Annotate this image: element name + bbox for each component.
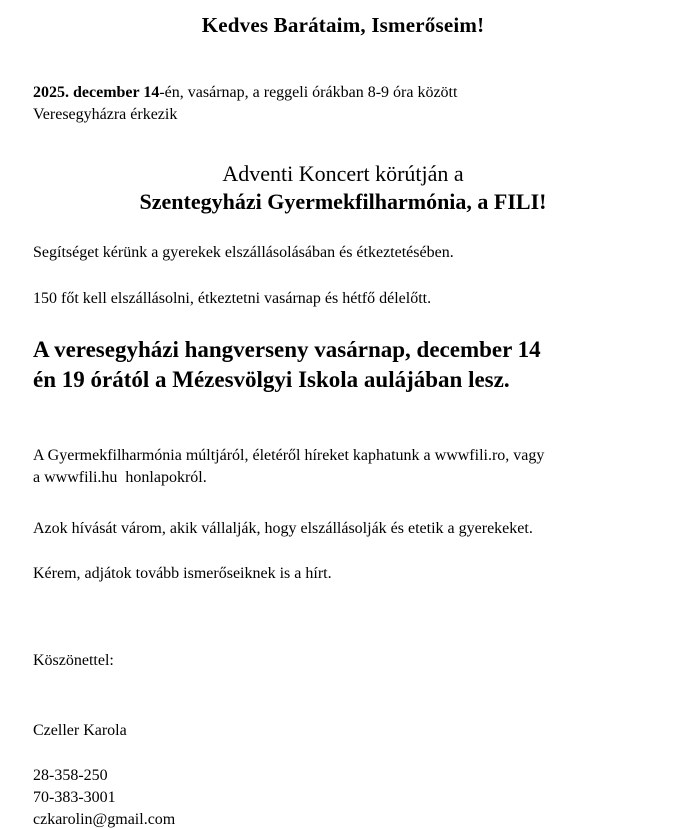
paragraph-call-request: Azok hívását várom, akik vállalják, hogy elszállásolják és etetik a gyerekeket. xyxy=(33,520,533,537)
phone-number-2: 70-383-3001 xyxy=(33,789,116,806)
event-heading-line2: Szentegyházi Gyermekfilharmónia, a FILI! xyxy=(139,189,547,214)
paragraph-websites xyxy=(33,445,653,489)
intro-line1-rest: -én, vasárnap, a reggeli órákban 8-9 óra között xyxy=(159,84,458,101)
document-title: Kedves Barátaim, Ismerőseim! xyxy=(201,13,485,37)
contact-block xyxy=(33,765,653,828)
intro-line2: Veresegyházra érkezik xyxy=(33,106,178,123)
phone-number-1: 28-358-250 xyxy=(33,767,108,784)
websites-line2: a wwwfili.hu honlapokról. xyxy=(33,469,207,486)
concert-heading-line2: én 19 órától a Mézesvölgyi Iskola aulájában lesz. xyxy=(33,367,510,392)
email-address: czkarolin@gmail.com xyxy=(33,811,176,828)
concert-heading-line1: A veresegyházi hangverseny vasárnap, december 14 xyxy=(33,337,541,362)
paragraph-lodging-count: 150 főt kell elszállásolni, étkeztetni vasárnap és hétfő délelőtt. xyxy=(33,290,432,307)
intro-paragraph xyxy=(33,82,653,126)
closing-salutation: Köszönettel: xyxy=(33,652,114,669)
signature-name: Czeller Karola xyxy=(33,722,127,739)
paragraph-help-request: Segítséget kérünk a gyerekek elszállásolásában és étkeztetésében. xyxy=(33,244,454,261)
websites-line1: A Gyermekfilharmónia múltjáról, életéről híreket kaphatunk a wwwfili.ro, vagy xyxy=(33,447,545,464)
paragraph-share-request: Kérem, adjátok tovább ismerőseiknek is a hírt. xyxy=(33,565,332,582)
concert-heading xyxy=(33,335,653,395)
event-heading xyxy=(33,160,653,216)
intro-date-bold: 2025. december 14 xyxy=(33,84,160,101)
event-heading-line1: Adventi Koncert körútján a xyxy=(222,161,464,186)
